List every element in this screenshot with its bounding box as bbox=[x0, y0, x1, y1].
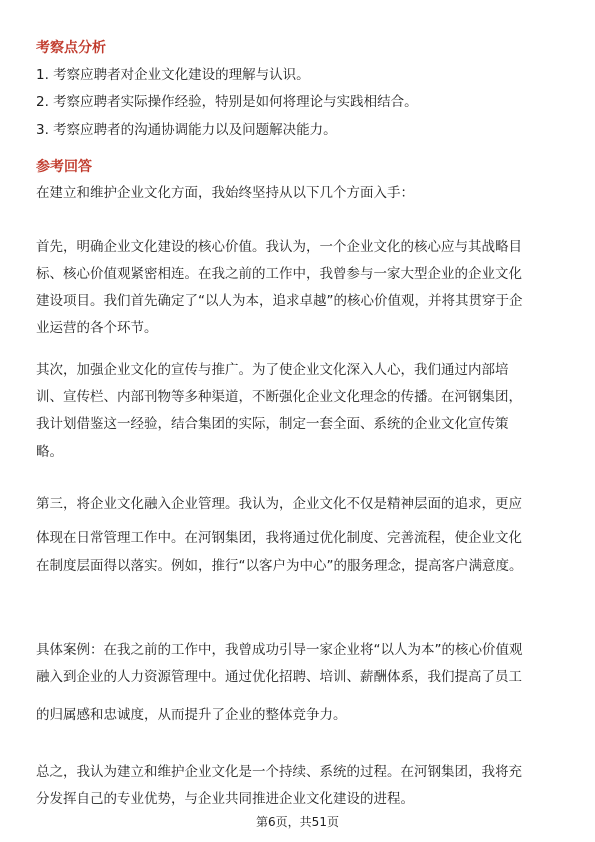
paragraph-3-line-3: 在制度层面得以落实。例如，推行“以客户为中心”的服务理念，提高客户满意度。 bbox=[36, 558, 523, 574]
page-number: 第6页，共51页 bbox=[256, 815, 339, 829]
analysis-heading: 考察点分析 bbox=[36, 40, 106, 56]
paragraph-1-line-1: 首先，明确企业文化建设的核心价值。我认为，一个企业文化的核心应与其战略目 bbox=[36, 239, 522, 255]
paragraph-2-line-1: 其次，加强企业文化的宣传与推广。为了使企业文化深入人心，我们通过内部培 bbox=[36, 362, 509, 378]
paragraph-4-line-3: 的归属感和忠诚度，从而提升了企业的整体竞争力。 bbox=[36, 707, 347, 723]
paragraph-3-line-1: 第三，将企业文化融入企业管理。我认为，企业文化不仅是精神层面的追求，更应 bbox=[36, 496, 522, 512]
paragraph-1-line-2: 标、核心价值观紧密相连。在我之前的工作中，我曾参与一家大型企业的企业文化 bbox=[36, 266, 522, 282]
paragraph-5-line-2: 分发挥自己的专业优势，与企业共同推进企业文化建设的进程。 bbox=[36, 791, 414, 807]
analysis-item-3: 3. 考察应聘者的沟通协调能力以及问题解决能力。 bbox=[36, 122, 337, 138]
analysis-item-2: 2. 考察应聘者实际操作经验，特别是如何将理论与实践相结合。 bbox=[36, 94, 418, 110]
paragraph-2-line-4: 略。 bbox=[36, 444, 63, 460]
paragraph-4-line-2: 融入到企业的人力资源管理中。通过优化招聘、培训、薪酬体系，我们提高了员工 bbox=[36, 669, 522, 685]
paragraph-3-line-2: 体现在日常管理工作中。在河钢集团，我将通过优化制度、完善流程，使企业文化 bbox=[36, 530, 522, 546]
paragraph-1-line-3: 建设项目。我们首先确定了“以人为本，追求卓越”的核心价值观，并将其贯穿于企 bbox=[36, 293, 523, 309]
answer-heading: 参考回答 bbox=[36, 159, 92, 175]
paragraph-4-line-1: 具体案例：在我之前的工作中，我曾成功引导一家企业将“以人为本”的核心价值观 bbox=[36, 642, 523, 658]
analysis-item-1: 1. 考察应聘者对企业文化建设的理解与认识。 bbox=[36, 67, 310, 83]
paragraph-5-line-1: 总之，我认为建立和维护企业文化是一个持续、系统的过程。在河钢集团，我将充 bbox=[36, 764, 522, 780]
paragraph-2-line-3: 我计划借鉴这一经验，结合集团的实际，制定一套全面、系统的企业文化宣传策 bbox=[36, 416, 509, 432]
paragraph-1-line-4: 业运营的各个环节。 bbox=[36, 320, 158, 336]
paragraph-2-line-2: 训、宣传栏、内部刊物等多种渠道，不断强化企业文化理念的传播。在河钢集团， bbox=[36, 389, 522, 405]
answer-intro: 在建立和维护企业文化方面，我始终坚持从以下几个方面入手： bbox=[36, 185, 414, 201]
